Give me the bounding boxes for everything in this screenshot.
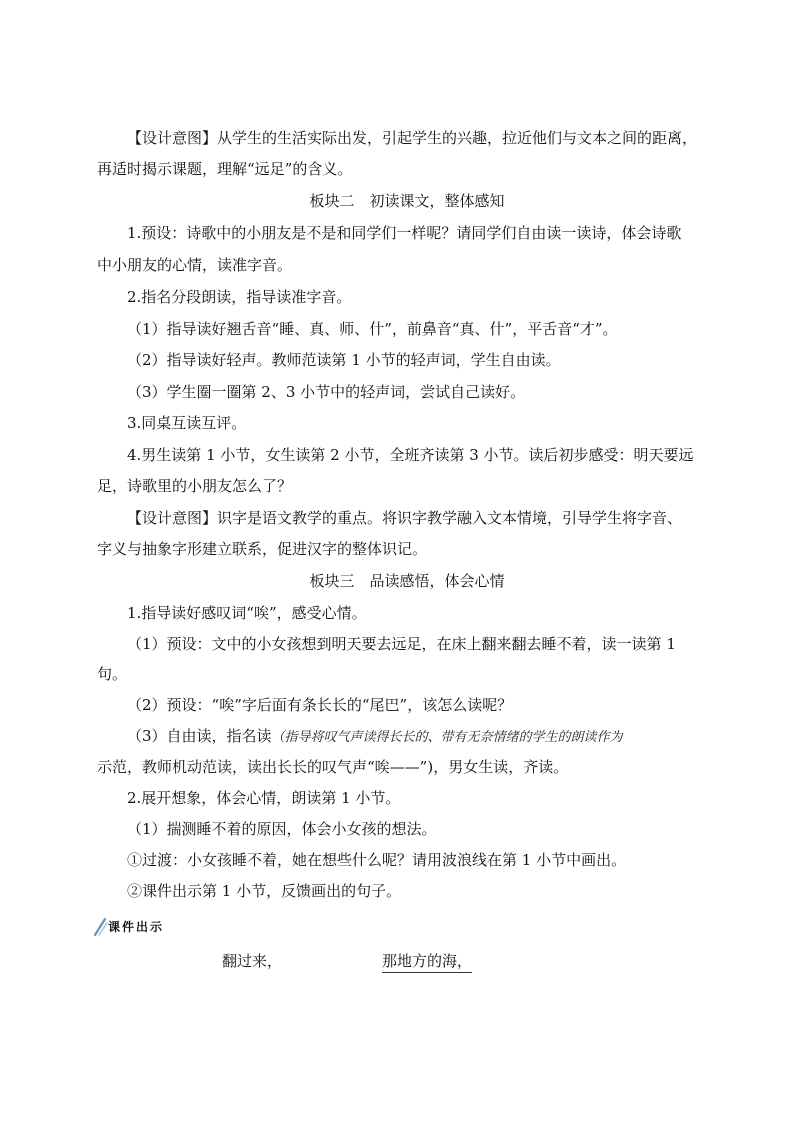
design-intent-1-line-2: 再适时揭示课题，理解“远足”的含义。 xyxy=(97,160,353,178)
step-1-line-2: 中小朋友的心情，读准字音。 xyxy=(97,256,293,274)
part-3-sub-2: （2）预设：“唉”字后面有条长长的“尾巴”，该怎么读呢？ xyxy=(127,696,513,714)
part-3-sub-1-line-2: 句。 xyxy=(97,665,128,683)
step-4-line-1: 4.男生读第 1 小节，女生读第 2 小节，全班齐读第 3 小节。读后初步感受：明天要远 xyxy=(127,446,694,464)
section-heading-3: 板块三 品读感悟，体会心情 xyxy=(309,572,505,590)
step-2: 2.指名分段朗读，指导读准字音。 xyxy=(127,288,352,306)
step-3: 3.同桌互读互评。 xyxy=(127,414,247,432)
part-3-sub-3-line-2: 示范，教师机动范读，读出长长的叹气声“唉——”)，男女生读，齐读。 xyxy=(97,758,569,776)
courseware-label-text: 课件出示 xyxy=(108,920,165,934)
part-3-sub-3-text: （3）自由读，指名读 xyxy=(127,727,272,745)
poem-line-right: 那地方的海， xyxy=(382,951,472,973)
part-3-step-2-sub-1: （1）揣测睡不着的原因，体会小女孩的想法。 xyxy=(127,820,437,838)
design-intent-1-line-1: 【设计意图】从学生的生活实际出发，引起学生的兴趣，拉近他们与文本之间的距离， xyxy=(127,129,698,147)
poem-line-left: 翻过来， xyxy=(222,952,283,970)
section-heading-2: 板块二 初读课文，整体感知 xyxy=(309,192,505,210)
part-3-step-2: 2.展开想象，体会心情，朗读第 1 小节。 xyxy=(127,789,401,807)
part-3-step-1: 1.指导读好感叹词“唉”，感受心情。 xyxy=(127,604,367,622)
part-3-sub-1-line-1: （1）预设：文中的小女孩想到明天要去远足，在床上翻来翻去睡不着，读一读第 1 xyxy=(127,635,676,653)
part-3-step-2-bullet-2: ②课件出示第 1 小节，反馈画出的句子。 xyxy=(127,882,402,900)
part-3-sub-3-line-1 xyxy=(127,726,717,748)
part-3-step-2-bullet-1: ①过渡：小女孩睡不着，她在想些什么呢？请用波浪线在第 1 小节中画出。 xyxy=(127,851,627,869)
courseware-label xyxy=(92,917,182,937)
design-intent-2-line-1: 【设计意图】识字是语文教学的重点。将识字教学融入文本情境，引导学生将字音、 xyxy=(127,509,683,527)
design-intent-2-line-2: 字义与抽象字形建立联系，促进汉字的整体识记。 xyxy=(97,540,428,558)
step-2-sub-1: （1）指导读好翘舌音“睡、真、师、什”，前鼻音“真、什”，平舌音“才”。 xyxy=(127,320,618,338)
step-2-sub-3: （3）学生圈一圈第 2、3 小节中的轻声词，尝试自己读好。 xyxy=(127,383,526,401)
step-2-sub-2: （2）指导读好轻声。教师范读第 1 小节的轻声词，学生自由读。 xyxy=(127,351,561,369)
step-1-line-1: 1.预设：诗歌中的小朋友是不是和同学们一样呢？请同学们自由读一读诗，体会诗歌 xyxy=(127,224,682,242)
step-4-line-2: 足，诗歌里的小朋友怎么了？ xyxy=(97,477,293,495)
part-3-sub-3-note: （指导将叹气声读得长长的、带有无奈情绪的学生的朗读作为 xyxy=(271,730,623,745)
